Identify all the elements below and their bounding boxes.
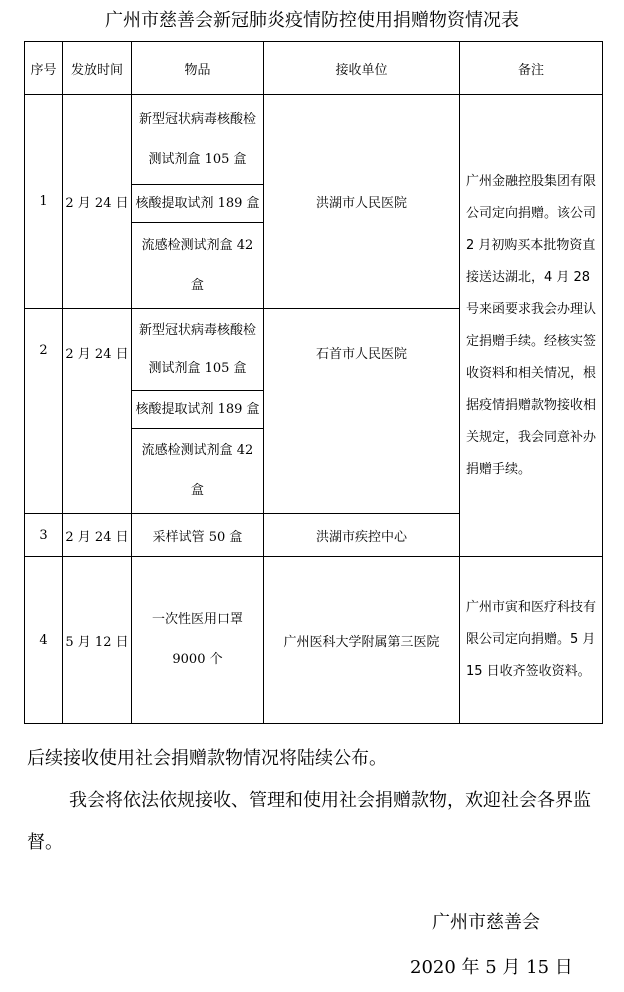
row-items: [132, 309, 264, 514]
item-cell: 采样试管 50 盒: [132, 514, 264, 557]
row-date: 2 月 24 日: [63, 514, 132, 557]
item-cell: 新型冠状病毒核酸检测试剂盒 105 盒: [132, 95, 263, 185]
header-seq: 序号: [25, 42, 63, 95]
remark-cell: 广州市寅和医疗科技有限公司定向捐赠。5 月 15 日收齐签收资料。: [460, 557, 603, 724]
row-recipient: 洪湖市疾控中心: [264, 514, 460, 557]
header-recipient: 接收单位: [264, 42, 460, 95]
row-date: 5 月 12 日: [63, 557, 132, 724]
header-date: 发放时间: [63, 42, 132, 95]
donation-table: [24, 41, 603, 724]
item-cell: 核酸提取试剂 189 盒: [132, 185, 263, 223]
row-seq: 1: [25, 95, 63, 309]
document-title: 广州市慈善会新冠肺炎疫情防控使用捐赠物资情况表: [105, 10, 519, 31]
signature-org: 广州市慈善会: [432, 912, 540, 933]
item-cell: 一次性医用口罩 9000 个: [132, 557, 264, 724]
row-seq: 4: [25, 557, 63, 724]
row-recipient: 广州医科大学附属第三医院: [264, 557, 460, 724]
item-cell: 核酸提取试剂 189 盒: [132, 391, 263, 429]
table-header-row: [25, 42, 603, 95]
row-items: [132, 95, 264, 309]
item-cell: 新型冠状病毒核酸检测试剂盒 105 盒: [132, 309, 263, 391]
header-items: 物品: [132, 42, 264, 95]
paragraph-supervision: 我会将依法依规接收、管理和使用社会捐赠款物，欢迎社会各界监督。: [27, 790, 591, 853]
paragraph-followup: 后续接收使用社会捐赠款物情况将陆续公布。: [27, 748, 387, 769]
row-seq: 2: [25, 309, 63, 514]
table-row: [25, 557, 603, 724]
item-cell: 流感检测试剂盒 42 盒: [141, 443, 254, 498]
row-date: 2 月 24 日: [63, 309, 132, 514]
signature-date: 2020 年 5 月 15 日: [410, 957, 573, 978]
header-remark: 备注: [460, 42, 603, 95]
row-seq: 3: [25, 514, 63, 557]
table-row: [25, 95, 603, 309]
item-cell: 流感检测试剂盒 42 盒: [141, 237, 254, 293]
row-recipient: 洪湖市人民医院: [264, 95, 460, 309]
row-recipient: 石首市人民医院: [264, 309, 460, 514]
row-date: 2 月 24 日: [63, 95, 132, 309]
remark-cell: 广州金融控股集团有限公司定向捐赠。该公司 2 月初购买本批物资直接送达湖北，4 月 28 号来函要求我会办理认定捐赠手续。经核实签收资料和相关情况，根据疫情捐赠款物接收相关规定，我会同意补办捐赠手续。: [460, 95, 603, 557]
